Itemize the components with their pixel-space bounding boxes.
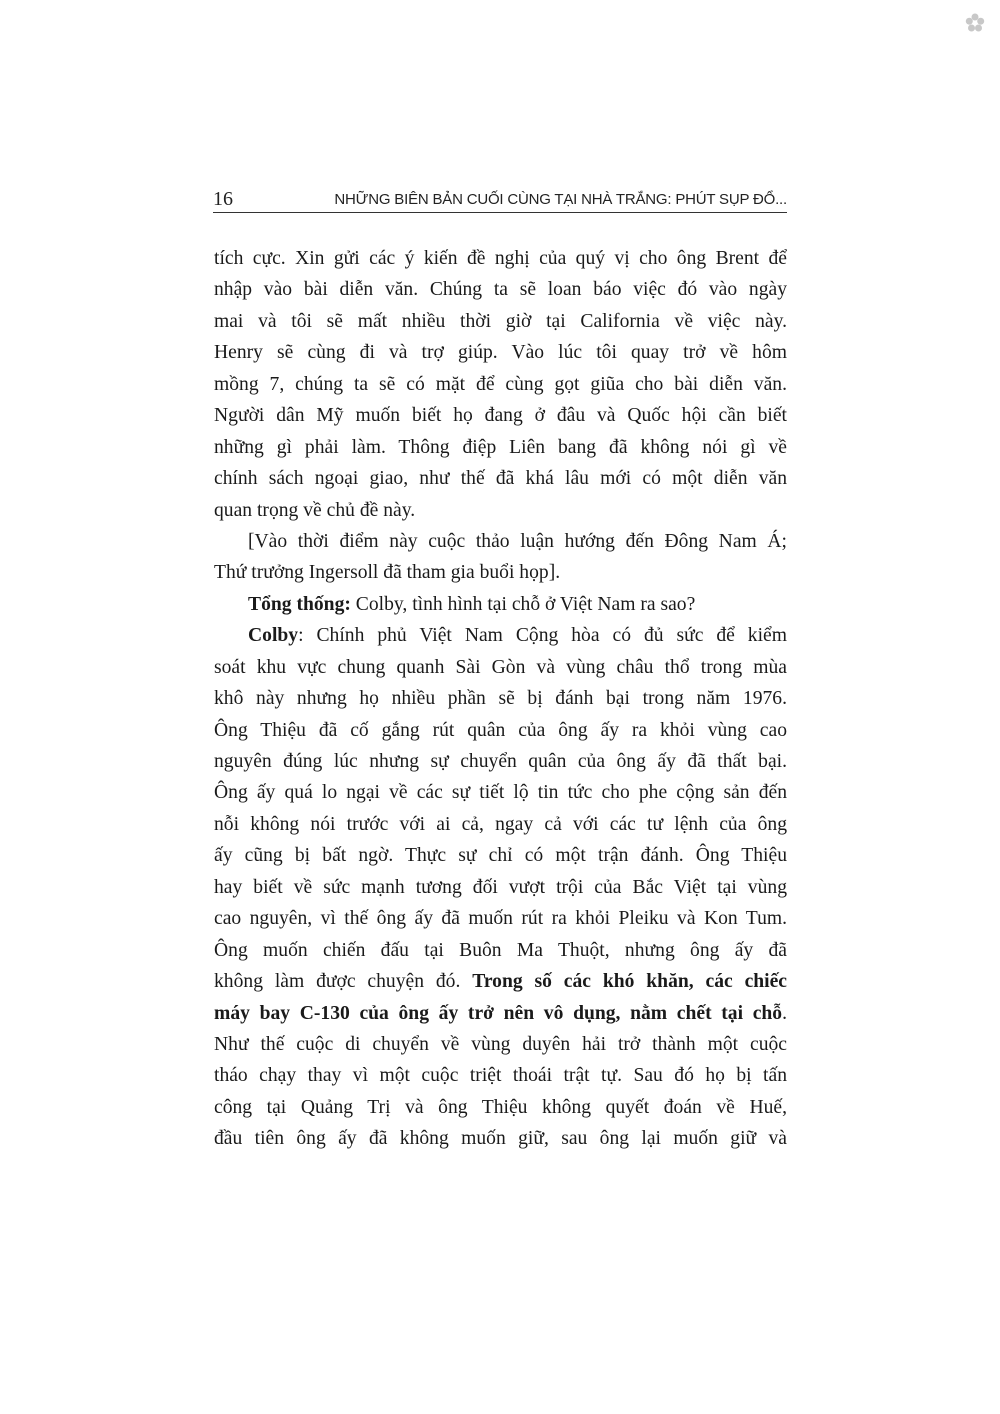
bold-text: Colby: [248, 625, 299, 647]
flower-icon: [964, 12, 986, 34]
text-run: ấy cũng bị bất ngờ. Thực sự chỉ có một trận đánh. Ông Thiệu: [214, 845, 787, 867]
text-line: [214, 495, 787, 526]
text-run: Người dân Mỹ muốn biết họ đang ở đâu và Quốc hội cần biết: [214, 405, 787, 427]
text-run: mồng 7, chúng ta sẽ có mặt để cùng gọt giũa cho bài diễn văn.: [214, 373, 787, 395]
text-run: [Vào thời điểm này cuộc thảo luận hướng đến Đông Nam Á;: [248, 530, 787, 552]
text-run: Ông ấy quá lo ngại về các sự tiết lộ tin tức cho phe cộng sản đến: [214, 782, 787, 804]
text-run: Henry sẽ cùng đi và trợ giúp. Vào lúc tôi quay trở về hôm: [214, 342, 787, 364]
text-line: [214, 463, 787, 494]
text-run: Colby, tình hình tại chỗ ở Việt Nam ra sao?: [350, 593, 696, 615]
text-line: [214, 1092, 787, 1123]
text-run: đầu tiên ông ấy đã không muốn giữ, sau ông lại muốn giữ và: [214, 1128, 787, 1150]
text-line: [214, 966, 787, 997]
text-run: Thứ trưởng Ingersoll đã tham gia buổi họp].: [214, 562, 561, 584]
text-run: những gì phải làm. Thông điệp Liên bang đã không nói gì về: [214, 436, 787, 458]
text-run: nhập vào bài diễn văn. Chúng ta sẽ loan báo việc đó vào ngày: [214, 279, 787, 301]
text-run: cao nguyên, vì thế ông ấy đã muốn rút ra khỏi Pleiku và Kon Tum.: [214, 908, 787, 930]
text-line: [214, 306, 787, 337]
text-line: [214, 840, 787, 871]
text-line: [214, 526, 787, 557]
text-run: : Chính phủ Việt Nam Cộng hòa có đủ sức để kiểm: [298, 625, 787, 647]
text-run: tháo chạy thay vì một cuộc triệt thoái trật tự. Sau đó họ bị tấn: [214, 1065, 787, 1087]
text-line: [214, 432, 787, 463]
text-run: quan trọng về chủ đề này.: [214, 499, 416, 521]
page-number: 16: [213, 188, 233, 210]
running-header: [213, 186, 787, 213]
text-line: [214, 935, 787, 966]
text-line: [214, 589, 787, 620]
text-line: [214, 337, 787, 368]
text-line: [214, 872, 787, 903]
text-line: [214, 1029, 787, 1060]
text-line: [214, 243, 787, 274]
text-run: mai và tôi sẽ mất nhiều thời giờ tại California về việc này.: [214, 310, 787, 332]
text-line: [214, 777, 787, 808]
text-line: [214, 369, 787, 400]
text-line: [214, 620, 787, 651]
text-run: khô này nhưng họ nhiều phần sẽ bị đánh bại trong năm 1976.: [214, 688, 787, 710]
text-line: [214, 274, 787, 305]
text-line: [214, 652, 787, 683]
text-run: Như thế cuộc di chuyển về vùng duyên hải trở thành một cuộc: [214, 1033, 787, 1055]
text-line: [214, 809, 787, 840]
text-line: [214, 557, 787, 588]
text-run: hay biết về sức mạnh tương đối vượt trội của Bắc Việt tại vùng: [214, 876, 787, 898]
text-line: [214, 683, 787, 714]
text-line: [214, 400, 787, 431]
text-run: Ông Thiệu đã cố gắng rút quân của ông ấy ra khỏi vùng cao: [214, 719, 787, 741]
text-line: [214, 746, 787, 777]
text-line: [214, 1123, 787, 1154]
text-run: Ông muốn chiến đấu tại Buôn Ma Thuột, nhưng ông ấy đã: [214, 939, 787, 961]
text-line: [214, 1060, 787, 1091]
body-text: [214, 243, 787, 1155]
text-run: nỗi không nói trước với ai cả, ngay cả với các tư lệnh của ông: [214, 813, 787, 835]
text-run: không làm được chuyện đó.: [214, 971, 473, 993]
text-line: [214, 715, 787, 746]
text-run: tích cực. Xin gửi các ý kiến đề nghị của quý vị cho ông Brent để: [214, 248, 787, 269]
text-run: công tại Quảng Trị và ông Thiệu không quyết đoán về Huế,: [214, 1096, 787, 1118]
bold-text: Tổng thống:: [248, 593, 351, 615]
text-run: .: [782, 1002, 787, 1024]
running-title: NHỮNG BIÊN BẢN CUỐI CÙNG TẠI NHÀ TRẮNG: PHÚT SỤP ĐỔ...: [334, 191, 787, 208]
bold-text: Trong số các khó khăn, các chiếc: [472, 971, 787, 993]
text-line: [214, 903, 787, 934]
text-run: soát khu vực chung quanh Sài Gòn và vùng châu thổ trong mùa: [214, 656, 787, 678]
text-run: nguyên đúng lúc nhưng sự chuyển quân của ông ấy đã thất bại.: [214, 751, 787, 772]
text-line: [214, 998, 787, 1029]
bold-text: máy bay C-130 của ông ấy trở nên vô dụng, nằm chết tại chỗ: [214, 1002, 783, 1024]
text-run: chính sách ngoại giao, như thế đã khá lâu mới có một diễn văn: [214, 468, 787, 490]
